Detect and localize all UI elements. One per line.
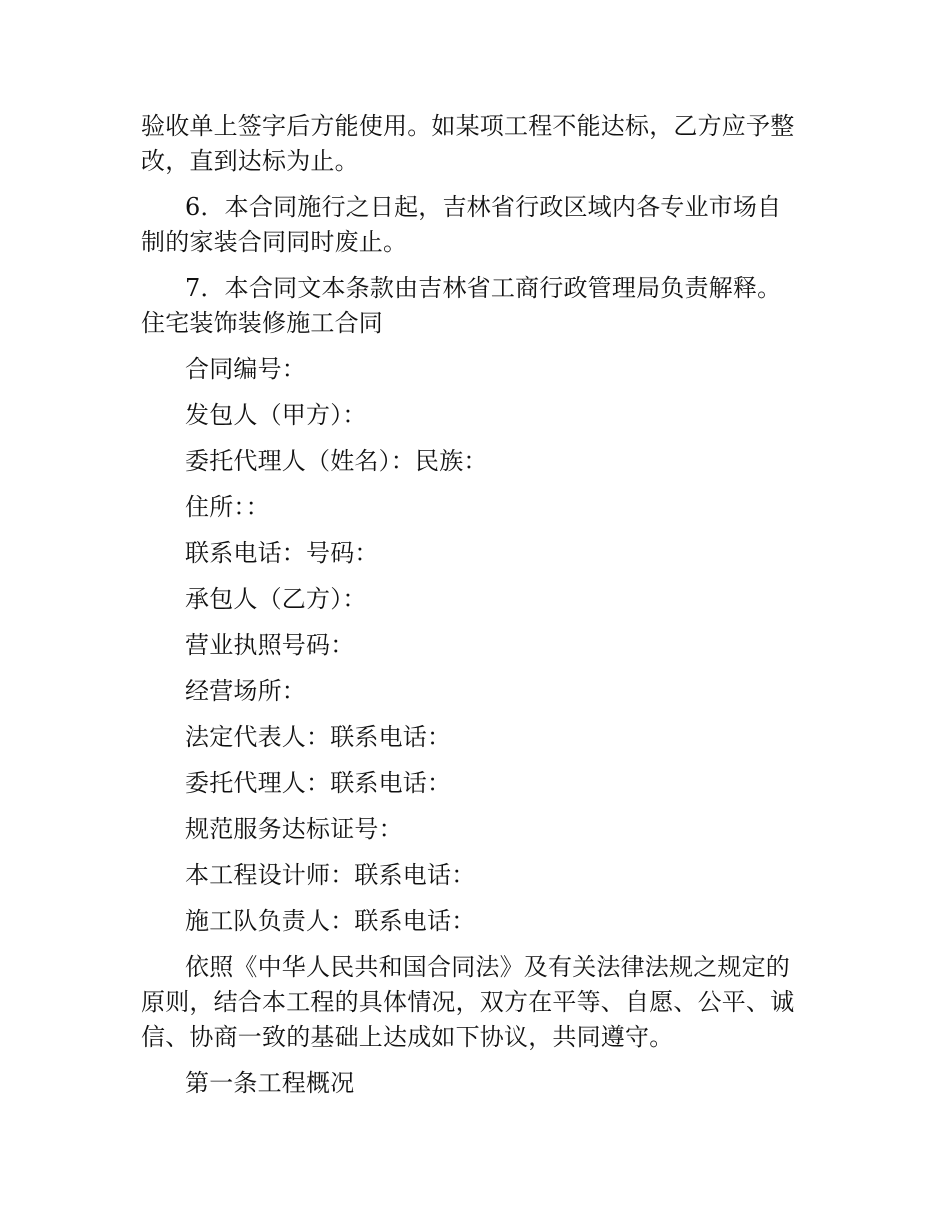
text-line: 改，直到达标为止。 [141, 147, 359, 175]
field-designer: 本工程设计师：联系电话： [185, 861, 476, 889]
field-party-b: 承包人（乙方）： [185, 585, 367, 613]
field-service-certificate: 规范服务达标证号： [185, 815, 403, 843]
paragraph-legal-basis [141, 950, 821, 1055]
text-line: 验收单上签字后方能使用。如某项工程不能达标，乙方应予整 [141, 112, 795, 140]
text-line: 6．本合同施行之日起，吉林省行政区域内各专业市场自 [185, 193, 782, 221]
field-contract-number: 合同编号： [185, 355, 306, 383]
field-party-a: 发包人（甲方）： [185, 401, 367, 429]
document-title: 住宅装饰装修施工合同 [141, 309, 383, 337]
text-line: 信、协商一致的基础上达成如下协议，共同遵守。 [141, 1023, 674, 1051]
paragraph-clause-7 [141, 271, 821, 341]
field-address: 住所：： [185, 493, 270, 521]
field-authorized-agent: 委托代理人：联系电话： [185, 769, 452, 797]
text-line: 7．本合同文本条款由吉林省工商行政管理局负责解释。 [185, 274, 782, 302]
field-license-number: 营业执照号码： [185, 631, 355, 659]
field-business-place: 经营场所： [185, 677, 306, 705]
field-phone: 联系电话：号码： [185, 539, 379, 567]
field-agent-name: 委托代理人（姓名）：民族： [185, 447, 488, 475]
text-line: 原则，结合本工程的具体情况，双方在平等、自愿、公平、诚 [141, 988, 795, 1016]
paragraph-acceptance [141, 109, 821, 179]
section-heading-article-1: 第一条工程概况 [185, 1069, 355, 1097]
text-line: 制的家装合同同时废止。 [141, 228, 408, 256]
field-crew-leader: 施工队负责人：联系电话： [185, 907, 476, 935]
text-line: 依照《中华人民共和国合同法》及有关法律法规之规定的 [185, 953, 790, 981]
paragraph-clause-6 [141, 190, 821, 260]
field-legal-representative: 法定代表人：联系电话： [185, 723, 452, 751]
document-page [141, 109, 821, 1101]
